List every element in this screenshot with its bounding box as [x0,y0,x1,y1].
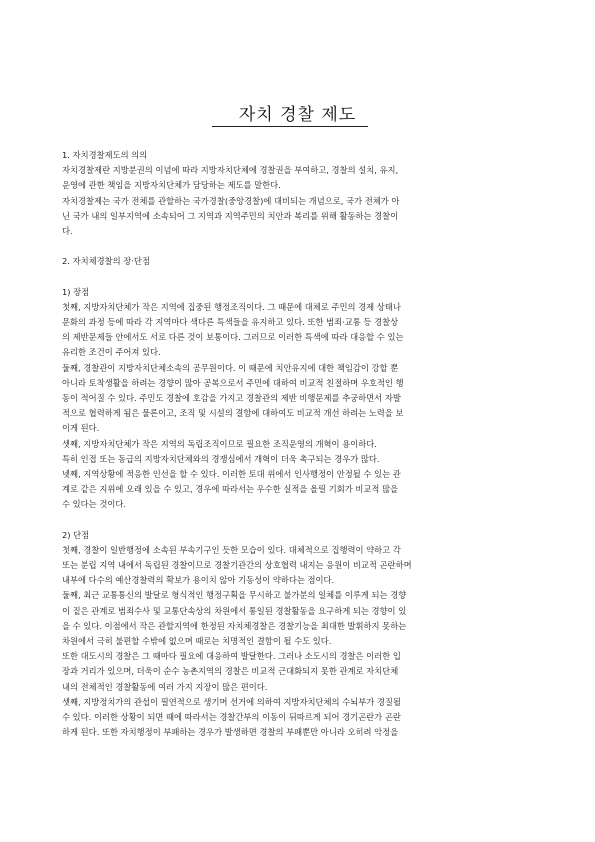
text-line: 자치경찰제는 국가 전체를 관할하는 국가경찰(중앙경찰)에 대비되는 개념으로, 국가 전체가 아 [62,195,400,206]
text-line: 장과 거리가 있으며, 더욱이 순수 농촌지역의 경찰은 비교적 근대화되지 못한 관계로 자치단체 [62,666,399,677]
text-line: 내부에 다수의 예산경찰력의 확보가 용이치 않아 기동성이 약하다는 점이다. [62,575,335,586]
document-body [62,148,534,740]
blank-line [62,513,534,528]
text-line: 특히 인접 또는 동급의 지방자치단체와의 경쟁심에서 개혁이 더욱 촉구되는 경우가 많다. [62,453,380,464]
text-line: 둘째, 최근 교통통신의 발달로 형식적인 행정구획을 무시하고 불가분의 일체를 이루게 되는 경향 [62,590,407,601]
text-line: 을 수 있다. 이점에서 작은 관할지역에 한정된 자치체경찰은 경찰기능을 최대한 발휘하지 못하는 [62,620,407,631]
text-line: 의 제반문제들 안에서도 서로 다른 것이 보통이다. 그러므로 이러한 특색에 따라 대응할 수 있는 [62,332,404,343]
text-line: 운영에 관한 책임을 지방자치단체가 담당하는 제도를 말한다. [62,180,281,191]
text-line: 둘째, 경찰관이 지방자치단체소속의 공무원이다. 이 때문에 치안유지에 대한 책임감이 강할 뿐 [62,362,399,373]
title-underline [212,126,368,127]
blank-line [62,270,534,285]
text-line: 내의 전체적인 경찰활동에 여러 가지 지장이 많은 편이다. [62,681,268,692]
text-line: 첫째, 경찰이 일반행정에 소속된 부속기구인 듯한 모습이 있다. 대체적으로 집행력이 약하고 각 [62,544,401,555]
text-line: 또는 분립 지역 내에서 독립된 경찰이므로 경찰기관간의 상호협력 내지는 응원이 비교적 곤란하며 [62,560,412,571]
text-line: 적으로 협력하게 됨은 물론이고, 조직 및 시설의 결함에 대하여도 비교적 개선 하려는 노력을 보 [62,408,404,419]
text-line: 이게 된다. [62,423,100,434]
text-line: 자치경찰제란 지방분권의 이념에 따라 지방자치단체에 경찰권을 부여하고, 경찰의 설치, 유지, [62,165,399,176]
document-title: 자치 경찰 제도 [238,105,357,125]
blank-line [62,239,534,254]
text-line: 닌 국가 내의 일부지역에 소속되어 그 지역과 지역주민의 치안과 복리를 위해 활동하는 경찰이 [62,210,399,221]
text-line: 문화의 과정 등에 따라 각 지역마다 색다른 특색들을 유지하고 있다. 또한 범죄·교통 등 경찰상 [62,317,399,328]
text-line: 이 짙은 관계로 범죄수사 및 교통단속상의 차원에서 통일된 경찰활동을 요구하게 되는 경향이 있 [62,605,407,616]
subsection-heading: 2) 단점 [62,529,90,540]
text-line: 차원에서 극히 불편할 수밖에 없으며 때로는 치명적인 결함이 될 수도 있다. [62,636,332,646]
text-line: 계로 같은 지위에 오래 있을 수 있고, 경우에 따라서는 우수한 실적을 올릴 기회가 비교적 많을 [62,484,399,495]
text-line: 1. 자치경찰제도의 의의 [62,150,148,160]
subsection-heading: 1) 장점 [62,286,90,297]
text-line: 넷째, 지역상황에 적응한 인선을 할 수 있다. 이러한 토대 위에서 인사행정이 안정될 수 있는 관 [62,468,401,479]
text-line: 수 있다는 것이다. [62,499,127,510]
text-line: 수 있다. 이러한 상황이 되면 때에 따라서는 경찰간부의 이동이 뒤따르게 되어 경기곤란가 곤란 [62,711,401,722]
text-line: 첫째, 지방자치단체가 작은 지역에 집중된 행정조직이다. 그 때문에 대체로 주민의 경제 상태나 [62,301,401,312]
text-line: 동이 적어질 수 있다. 주민도 경찰에 호감을 가지고 경찰관의 제반 비행문제를 추궁하면서 자발 [62,393,401,403]
text-line: 또한 대도시의 경찰은 그 때마다 필요에 대응하여 발달한다. 그러나 소도시의 경찰은 이러한 입 [62,651,401,662]
text-line: 셋째, 지방정치가의 관섭이 필연적으로 생기며 선거에 의하여 지방자치단체의 수뇌부가 경질될 [62,696,401,707]
section-heading: 2. 자치체경찰의 장·단점 [62,256,150,267]
text-line: 아니라 토착생활을 하려는 경향이 많아 공복으로서 주민에 대하여 비교적 친절하며 우호적인 행 [62,377,404,388]
text-line: 하게 된다. 또한 자치행정이 부패하는 경우가 발생하면 경찰의 부패뿐만 아니라 오히려 악정을 [62,727,399,738]
text-line: 셋째, 지방자치단체가 작은 지역의 독립조직이므로 필요한 조직운영의 개혁이 용이하다. [62,438,377,449]
text-line: 유리한 조건이 주어져 있다. [62,347,161,358]
text-line: 다. [62,225,73,236]
